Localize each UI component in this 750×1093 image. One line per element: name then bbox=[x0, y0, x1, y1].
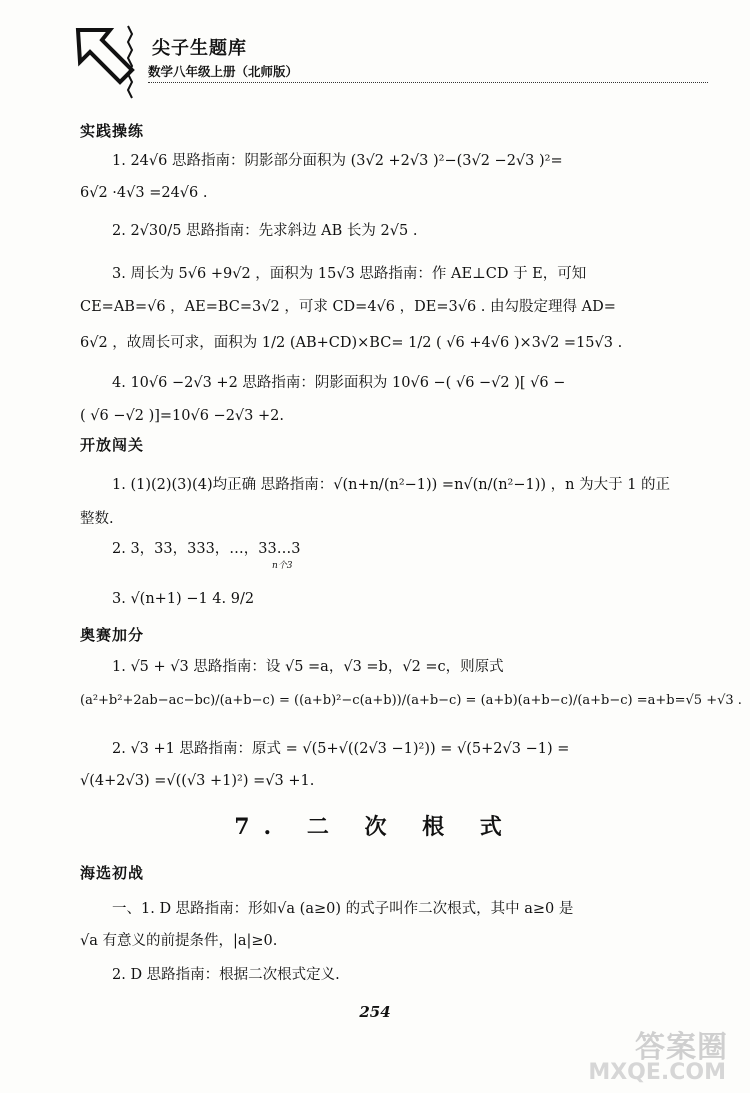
header-divider bbox=[148, 82, 708, 83]
answer-line: 4. 10√6 −2√3 +2 思路指南：阴影面积为 10√6 −( √6 −√2 )[ √6 − bbox=[112, 375, 566, 391]
answer-line: (a²+b²+2ab−ac−bc)/(a+b−c) = ((a+b)²−c(a+b))/(a+b−c) = (a+b)(a+b−c)/(a+b−c) =a+b=√5 +√3 . bbox=[80, 693, 742, 708]
series-title: 尖子生题库 bbox=[152, 38, 247, 59]
answer-line: 1. √5 + √3 思路指南：设 √5 =a，√3 =b，√2 =c，则原式 bbox=[112, 659, 504, 675]
arrow-logo-icon bbox=[70, 22, 140, 100]
answer-line: 6√2 ，故周长可求，面积为 1/2 (AB+CD)×BC= 1/2 ( √6 +4√6 )×3√2 =15√3 . bbox=[80, 335, 623, 351]
book-subtitle: 数学八年级上册（北师版） bbox=[148, 64, 299, 79]
answer-line: 1. (1)(2)(3)(4)均正确 思路指南：√(n+n/(n²−1)) =n√(n/(n²−1)) ，n 为大于 1 的正 bbox=[112, 477, 671, 493]
answer-line: 1. 24√6 思路指南：阴影部分面积为 (3√2 +2√3 )²−(3√2 −2√3 )²= bbox=[112, 153, 563, 169]
answer-line: CE=AB=√6 ，AE=BC=3√2 ，可求 CD=4√6 ，DE=3√6 . 由勾股定理得 AD= bbox=[80, 299, 616, 315]
watermark-url: MXQE.COM bbox=[588, 1060, 726, 1085]
answer-line: 2. √3 +1 思路指南：原式 = √(5+√((2√3 −1)²)) = √(5+2√3 −1) = bbox=[112, 741, 570, 757]
section-heading-open: 开放闯关 bbox=[80, 436, 145, 454]
answer-line: 2. 2√30/5 思路指南：先求斜边 AB 长为 2√5 . bbox=[112, 223, 418, 239]
answer-line: ( √6 −√2 )]=10√6 −2√3 +2. bbox=[80, 408, 284, 424]
section-heading-competition: 奥赛加分 bbox=[80, 626, 145, 644]
page-number: 254 bbox=[359, 1003, 391, 1021]
subscript-note: n个3 bbox=[272, 561, 293, 571]
section-heading-selection: 海选初战 bbox=[80, 864, 145, 882]
answer-line: 6√2 ·4√3 =24√6 . bbox=[80, 185, 208, 201]
section-heading-practice: 实践操练 bbox=[80, 122, 145, 140]
answer-line: 整数. bbox=[80, 511, 114, 527]
answer-line: √a 有意义的前提条件，|a|≥0. bbox=[80, 933, 278, 949]
answer-line: √(4+2√3) =√((√3 +1)²) =√3 +1. bbox=[80, 773, 315, 789]
answer-line: 2. D 思路指南：根据二次根式定义. bbox=[112, 967, 340, 983]
watermark-logo: 答案圈 bbox=[635, 1030, 728, 1065]
answer-line: 3. 周长为 5√6 +9√2 ，面积为 15√3 思路指南：作 AE⊥CD 于 E，可知 bbox=[112, 266, 587, 282]
answer-line: 3. √(n+1) −1 4. 9/2 bbox=[112, 591, 255, 607]
answer-line: 一、1. D 思路指南：形如√a (a≥0) 的式子叫作二次根式，其中 a≥0 是 bbox=[112, 901, 574, 917]
answer-line: 2. 3，33，333，…，33…3 bbox=[112, 541, 301, 557]
chapter-title: 7. 二 次 根 式 bbox=[234, 814, 516, 840]
